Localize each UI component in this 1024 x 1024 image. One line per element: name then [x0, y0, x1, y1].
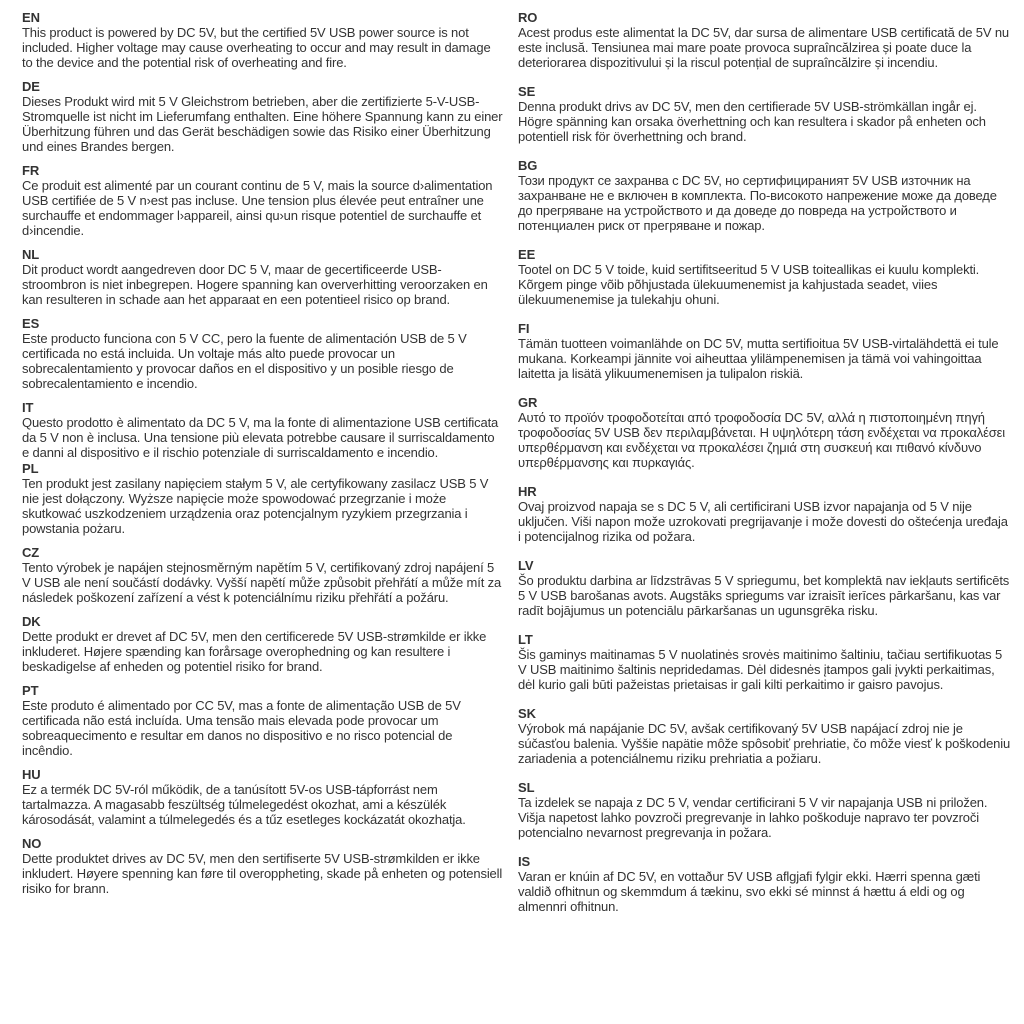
- language-section: [518, 558, 1012, 618]
- language-section: [518, 484, 1012, 544]
- safety-notice-text: Tämän tuotteen voimanlähde on DC 5V, mutta sertifioitua 5V USB-virtalähdettä ei tule mukana. Korkeampi jännite voi aiheuttaa ylilämpenemisen ja tämä voi vahingoittaa laitetta ja lisätä ylikuumenemisen ja tulipalon riskiä.: [518, 336, 999, 381]
- language-section: [22, 767, 504, 827]
- language-section: [518, 247, 1012, 307]
- safety-notice-text: Ten produkt jest zasilany napięciem stałym 5 V, ale certyfikowany zasilacz USB 5 V nie jest dołączony. Wyższe napięcie może spowodować przegrzanie i może skutkować uszkodzeniem urządzenia oraz potencjalnym ryzykiem przegrzania i powstania pożaru.: [22, 476, 489, 536]
- safety-notice-text: Ta izdelek se napaja z DC 5 V, vendar certificirani 5 V vir napajanja USB ni priložen. Višja napetost lahko povzroči pregrevanje in lahko poškoduje napravo ter povzroči potencialno nevarnost pregrevanja in požara.: [518, 795, 988, 840]
- safety-notice-text: Tento výrobek je napájen stejnosměrným napětím 5 V, certifikovaný zdroj napájení 5 V USB ale není součástí dodávky. Vyšší napětí může způsobit přehřátí a může mít za následek poškození zařízení a vést k potenciálnímu riziku přehřátí a požáru.: [22, 560, 502, 605]
- language-section: [22, 461, 504, 536]
- language-section: [22, 836, 504, 896]
- language-code-label: ES: [22, 316, 40, 331]
- language-section: [22, 545, 504, 605]
- language-code-label: PL: [22, 461, 39, 476]
- language-section: [518, 854, 1012, 914]
- language-code-label: HR: [518, 484, 537, 499]
- safety-notice-text: This product is powered by DC 5V, but the certified 5V USB power source is not included. Higher voltage may cause overheating to occur and may result in damage to the device and the potential risk of overheating and fire.: [22, 25, 491, 70]
- language-code-label: LT: [518, 632, 533, 647]
- language-code-label: NO: [22, 836, 42, 851]
- safety-notice-text: Ce produit est alimenté par un courant continu de 5 V, mais la source d›alimentation USB certifiée de 5 V n›est pas incluse. Une tension plus élevée peut entraîner une surchauffe et endommager l›appareil, ainsi qu›un risque potentiel de surchauffe et d›incendie.: [22, 178, 493, 238]
- safety-notice-text: Este produto é alimentado por CC 5V, mas a fonte de alimentação USB de 5V certificada não está incluída. Uma tensão mais elevada pode provocar um sobreaquecimento e resultar em danos no dispositivo e no risco potencial de incêndio.: [22, 698, 461, 758]
- language-section: [518, 158, 1012, 233]
- language-section: [22, 614, 504, 674]
- safety-notice-text: Dieses Produkt wird mit 5 V Gleichstrom betrieben, aber die zertifizierte 5-V-USB-Stromquelle ist nicht im Lieferumfang enthalten. Eine höhere Spannung kann zu einer Überhitzung führen und das Gerät beschädigen sowie das Risiko einer Überhitzung und eines Brandes bergen.: [22, 94, 503, 154]
- language-section: [518, 10, 1012, 70]
- language-code-label: SK: [518, 706, 536, 721]
- language-section: [22, 683, 504, 758]
- language-section: [22, 79, 504, 154]
- safety-notice-text: Este producto funciona con 5 V CC, pero la fuente de alimentación USB de 5 V certificada no está incluida. Un voltaje más alto puede provocar un sobrecalentamiento y provocar daños en el dispositivo y un posible riesgo de sobrecalentamiento e incendio.: [22, 331, 467, 391]
- language-section: [518, 321, 1012, 381]
- language-code-label: FI: [518, 321, 530, 336]
- safety-notice-text: Dit product wordt aangedreven door DC 5 V, maar de gecertificeerde USB-stroombron is niet inbegrepen. Hogere spanning kan oververhitting veroorzaken en kan resulteren in schade aan het apparaat en een potentieel risico op brand.: [22, 262, 488, 307]
- language-section: [22, 316, 504, 391]
- language-section: [518, 632, 1012, 692]
- language-code-label: FR: [22, 163, 40, 178]
- language-code-label: IS: [518, 854, 531, 869]
- language-code-label: RO: [518, 10, 538, 25]
- safety-notice-text: Šis gaminys maitinamas 5 V nuolatinės srovės maitinimo šaltiniu, tačiau sertifikuotas 5 V USB maitinimo šaltinis nepridedamas. Dėl didesnės įtampos gali įvykti perkaitimas, dėl kurio gali būti pažeistas prietaisas ir gali kilti perkaitimo ir gaisro pavojus.: [518, 647, 1003, 692]
- safety-notice-text: Výrobok má napájanie DC 5V, avšak certifikovaný 5V USB napájací zdroj nie je súčasťou balenia. Vyššie napätie môže spôsobiť prehriatie, čo môže viesť k poškodeniu zariadenia a potenciálnemu riziku prehriatia a požiaru.: [518, 721, 1011, 766]
- language-code-label: SL: [518, 780, 535, 795]
- language-code-label: GR: [518, 395, 538, 410]
- safety-notice-text: Šo produktu darbina ar līdzstrāvas 5 V spriegumu, bet komplektā nav iekļauts sertificēts 5 V USB barošanas avots. Augstāks spriegums var izraisīt ierīces pārkaršanu, kas var radīt bojājumus un potenciālu pārkaršanas un ugunsgrēka risku.: [518, 573, 1010, 618]
- language-section: [22, 10, 504, 70]
- safety-notice-text: Acest produs este alimentat la DC 5V, dar sursa de alimentare USB certificată de 5V nu este inclusă. Tensiunea mai mare poate provoca supraîncălzirea și poate duce la deteriorarea dispozitivului și la riscul potențial de supraîncălzire și incendiu.: [518, 25, 1009, 70]
- language-code-label: DK: [22, 614, 41, 629]
- safety-notice-text: Questo prodotto è alimentato da DC 5 V, ma la fonte di alimentazione USB certificata da 5 V non è inclusa. Una tensione più elevata potrebbe causare il surriscaldamento e danni al dispositivo e il rischio potenziale di surriscaldamento e incendio.: [22, 415, 499, 460]
- language-code-label: BG: [518, 158, 538, 173]
- language-code-label: CZ: [22, 545, 40, 560]
- language-code-label: IT: [22, 400, 34, 415]
- safety-notice-text: Αυτό το προϊόν τροφοδοτείται από τροφοδοσία DC 5V, αλλά η πιστοποιημένη πηγή τροφοδοσίας 5V USB δεν περιλαμβάνεται. Η υψηλότερη τάση ενδέχεται να προκαλέσει υπερθέρμανση και ενδέχεται να προκαλέσει ζημιά στη συσκευή και πιθανό κίνδυνο υπερθέρμανσης και πυρκαγιάς.: [518, 410, 1006, 470]
- column-left: [22, 10, 504, 1024]
- language-section: [518, 706, 1012, 766]
- language-section: [22, 163, 504, 238]
- language-code-label: PT: [22, 683, 39, 698]
- safety-notice-text: Varan er knúin af DC 5V, en vottaður 5V USB aflgjafi fylgir ekki. Hærri spenna gæti valdið ofhitnun og skemmdum á tækinu, svo ekki sé minnst á hættu á eldi og og almennri ofhitnun.: [518, 869, 981, 914]
- language-section: [22, 400, 504, 460]
- safety-notice-text: Tootel on DC 5 V toide, kuid sertifitseeritud 5 V USB toiteallikas ei kuulu komplekti. Kõrgem pinge võib põhjustada ülekuumenemist ja kahjustada seadet, viies ülekuumenemise ja tulekahju ohuni.: [518, 262, 980, 307]
- language-code-label: EN: [22, 10, 40, 25]
- language-code-label: HU: [22, 767, 41, 782]
- language-section: [518, 395, 1012, 470]
- safety-notice-text: Dette produktet drives av DC 5V, men den sertifiserte 5V USB-strømkilden er ikke inkludert. Høyere spenning kan føre til overoppheting, skade på enheten og potensiell risiko for brann.: [22, 851, 503, 896]
- language-code-label: NL: [22, 247, 40, 262]
- language-code-label: SE: [518, 84, 536, 99]
- language-code-label: DE: [22, 79, 40, 94]
- language-code-label: LV: [518, 558, 534, 573]
- safety-notice-text: Ez a termék DC 5V-ról működik, de a tanúsított 5V-os USB-tápforrást nem tartalmazza. A magasabb feszültség túlmelegedést okozhat, ami a készülék károsodását, valamint a túlmelegedés és a tűz esetleges kockázatát okozhatja.: [22, 782, 466, 827]
- safety-notice-text: Този продукт се захранва с DC 5V, но сертифицираният 5V USB източник на захранване не е включен в комплекта. По-високото напрежение може да доведе до прегряване на устройството и да доведе до повреда на устройството и потенциален риск от прегряване и пожар.: [518, 173, 997, 233]
- language-code-label: EE: [518, 247, 536, 262]
- language-section: [518, 84, 1012, 144]
- safety-notice-text: Denna produkt drivs av DC 5V, men den certifierade 5V USB-strömkällan ingår ej. Högre spänning kan orsaka överhettning och kan resultera i skador på enheten och potentiell risk för överhettning och brand.: [518, 99, 986, 144]
- safety-notice-text: Dette produkt er drevet af DC 5V, men den certificerede 5V USB-strømkilde er ikke inkluderet. Højere spænding kan forårsage overophedning og kan resultere i beskadigelse af enheden og potentiel risiko for brand.: [22, 629, 487, 674]
- language-section: [22, 247, 504, 307]
- column-right: [518, 10, 1012, 1024]
- language-section: [518, 780, 1012, 840]
- safety-notice-text: Ovaj proizvod napaja se s DC 5 V, ali certificirani USB izvor napajanja od 5 V nije uključen. Viši napon može uzrokovati pregrijavanje i može dovesti do oštećenja uređaja i potencijalnog rizika od požara.: [518, 499, 1008, 544]
